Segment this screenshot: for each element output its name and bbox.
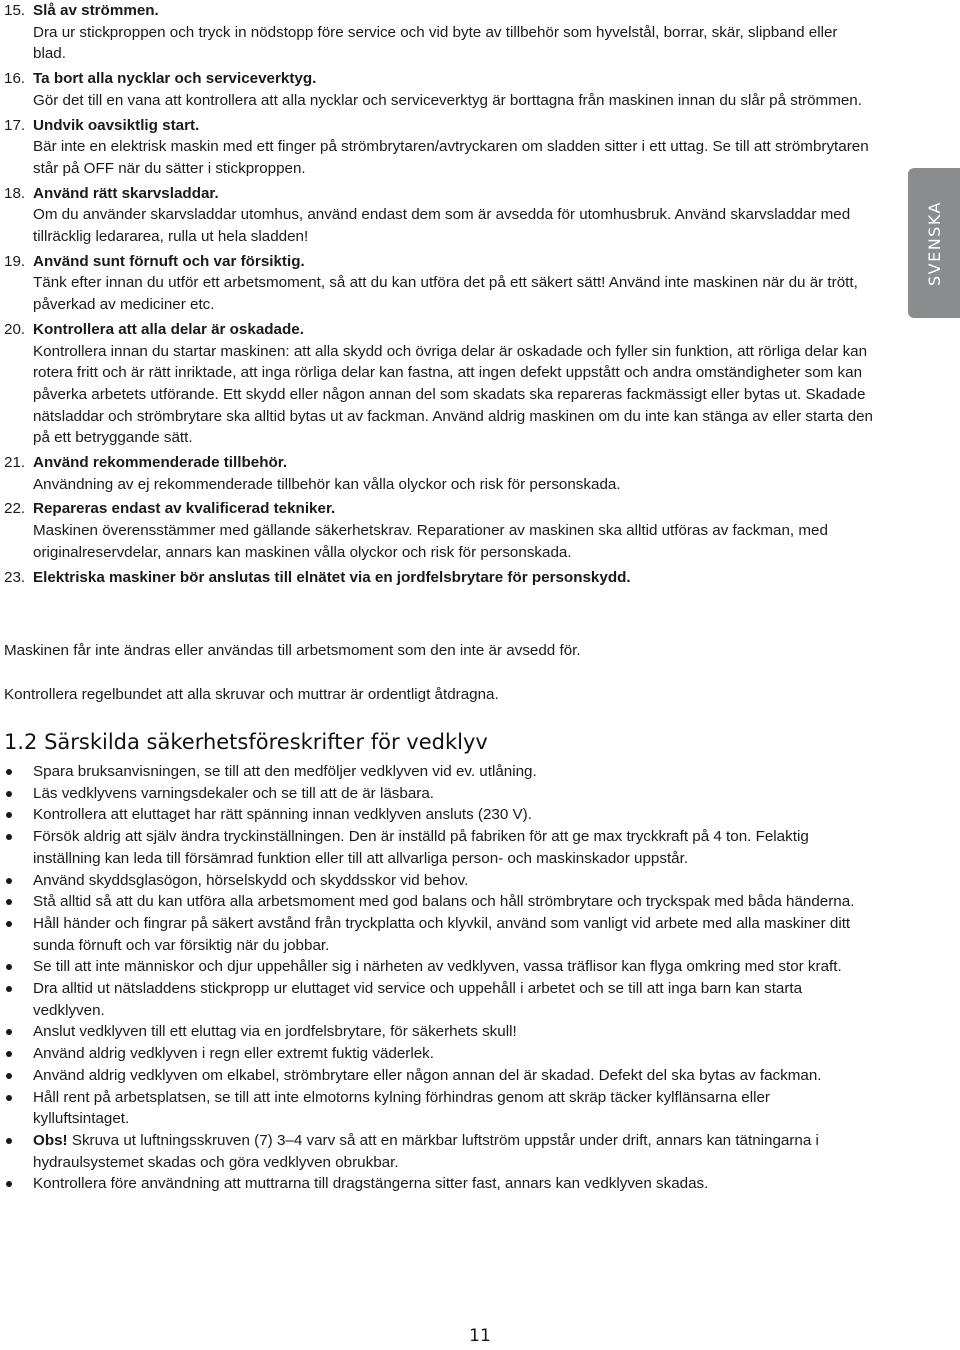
bullet-icon [6, 812, 12, 818]
list-item [4, 1173, 864, 1195]
bullet-icon [6, 791, 12, 797]
list-item [4, 1065, 864, 1087]
bullet-text: Läs vedklyvens varningsdekaler och se till att de är läsbara. [33, 784, 434, 802]
list-item [4, 567, 874, 589]
bullet-icon [6, 1051, 12, 1057]
bullet-text: Spara bruksanvisningen, se till att den medföljer vedklyven vid ev. utlåning. [33, 763, 537, 780]
item-title: Använd sunt förnuft och var försiktig. [33, 252, 305, 270]
item-text: Kontrollera innan du startar maskinen: att alla skydd och övriga delar är oskadade och fyller sin funktion, att rörliga delar kan rotera fritt och är rätt inriktade, att inga rörliga delar kan fastna, att ingen defekt uppstått och andra omständigheter som kan påverka arbetets utförande. Ett skydd eller någon annan del som skadats ska repareras fackmässigt eller bytas ut. Skadade nätsladdar och strömbrytare ska alltid bytas ut av fackman. Använd aldrig maskinen om du inte kan stänga av eller starta den på ett betryggande sätt. [33, 342, 873, 447]
bullet-text: Anslut vedklyven till ett eluttag via en jordfelsbrytare, för säkerhets skull! [33, 1023, 517, 1041]
list-item [4, 978, 864, 1021]
list-item [4, 804, 864, 826]
list-item [4, 1043, 864, 1065]
item-title: Repareras endast av kvalificerad tekniker. [33, 500, 336, 518]
bullet-icon [6, 1181, 12, 1187]
list-item [4, 826, 864, 869]
list-item [4, 783, 864, 805]
list-item [4, 68, 874, 111]
paragraph: Maskinen får inte ändras eller användas till arbetsmoment som den inte är avsedd för. [4, 642, 581, 659]
list-item [4, 913, 864, 956]
item-number: 23. [4, 568, 26, 586]
page-number: 11 [469, 1326, 491, 1346]
item-text: Användning av ej rekommenderade tillbehör kan vålla olyckor och risk för personskada. [33, 475, 621, 493]
bullet-icon [6, 899, 12, 905]
bullet-bold-prefix: Obs! [33, 1131, 68, 1149]
list-item [4, 1021, 864, 1043]
list-item [4, 1087, 864, 1130]
bullet-text: Håll händer och fingrar på säkert avstånd från tryckplatta och klyvkil, använd som vanligt vid arbete med alla maskiner ditt sunda förnuft och var försiktig när du jobbar. [33, 914, 851, 954]
item-number: 19. [4, 252, 26, 270]
item-title: Slå av strömmen. [33, 2, 159, 19]
list-item [4, 183, 874, 248]
language-tab-label: SVENSKA [924, 200, 944, 286]
item-number: 18. [4, 184, 26, 202]
bullet-text: Håll rent på arbetsplatsen, se till att inte elmotorns kylning förhindras genom att skräp täcker kylflänsarna eller kylluftsintaget. [33, 1088, 770, 1128]
list-item [4, 0, 874, 65]
item-title: Kontrollera att alla delar är oskadade. [33, 320, 304, 338]
bullet-text: Använd skyddsglasögon, hörselskydd och skyddsskor vid behov. [33, 871, 469, 889]
bullet-text: Kontrollera före användning att muttrarna till dragstängerna sitter fast, annars kan vedklyven skadas. [33, 1175, 709, 1193]
list-item [4, 761, 864, 783]
bullet-list [4, 761, 864, 1195]
list-item [4, 452, 874, 495]
list-item [4, 498, 874, 563]
item-number: 17. [4, 116, 26, 134]
item-text: Tänk efter innan du utför ett arbetsmoment, så att du kan utföra det på ett säkert sätt! Använd inte maskinen när du är trött, påverkad av mediciner etc. [33, 274, 858, 314]
item-number: 20. [4, 320, 26, 338]
bullet-text: Skruva ut luftningsskruven (7) 3–4 varv så att en märkbar luftström uppstår under drift, annars kan tätningarna i hydraulsystemet skadas och göra vedklyven obrukbar. [33, 1131, 819, 1171]
item-title: Använd rätt skarvsladdar. [33, 184, 219, 202]
item-text: Bär inte en elektrisk maskin med ett finger på strömbrytaren/avtryckaren om sladden sitter i ett uttag. Se till att strömbrytaren står på OFF när du sätter i stickproppen. [33, 138, 869, 177]
language-tab [908, 168, 960, 318]
body-paragraphs [4, 640, 904, 728]
bullet-icon [6, 1095, 12, 1101]
bullet-text: Kontrollera att eluttaget har rätt spänning innan vedklyven ansluts (230 V). [33, 806, 532, 824]
bullet-text: Försök aldrig att själv ändra tryckinställningen. Den är inställd på fabriken för att ge max tryckkraft på 4 ton. Felaktig inställning kan leda till försämrad funktion eller till att allvarliga person- och maskinskador uppstår. [33, 828, 809, 867]
item-text: Gör det till en vana att kontrollera att alla nycklar och serviceverktyg är borttagna från maskinen innan du slår på strömmen. [33, 91, 862, 109]
list-item [4, 870, 864, 892]
bullet-text: Använd aldrig vedklyven om elkabel, strömbrytare eller någon annan del är skadad. Defekt del ska bytas av fackman. [33, 1066, 822, 1084]
item-number: 16. [4, 70, 26, 88]
bullet-icon [6, 878, 12, 884]
bullet-icon [6, 1073, 12, 1079]
list-item [4, 1130, 864, 1173]
item-title: Elektriska maskiner bör anslutas till elnätet via en jordfelsbrytare för personskydd. [33, 568, 631, 586]
bullet-icon [6, 964, 12, 970]
list-item [4, 251, 874, 316]
section-heading: 1.2 Särskilda säkerhetsföreskrifter för vedklyv [4, 730, 488, 754]
item-number: 22. [4, 500, 26, 518]
item-number: 15. [4, 2, 26, 19]
bullet-icon [6, 1138, 12, 1144]
list-item [4, 891, 864, 913]
bullet-icon [6, 921, 12, 927]
list-item [4, 956, 864, 978]
item-number: 21. [4, 454, 26, 472]
paragraph: Kontrollera regelbundet att alla skruvar och muttrar är ordentligt åtdragna. [4, 686, 499, 703]
bullet-icon [6, 986, 12, 992]
bullet-icon [6, 834, 12, 840]
numbered-safety-list [4, 0, 874, 591]
bullet-text: Se till att inte människor och djur uppehåller sig i närheten av vedklyven, vassa träflisor kan flyga omkring med stor kraft. [33, 958, 842, 976]
bullet-icon [6, 769, 12, 775]
bullet-text: Stå alltid så att du kan utföra alla arbetsmoment med god balans och håll strömbrytare och tryckspak med båda händerna. [33, 893, 855, 911]
item-text: Dra ur stickproppen och tryck in nödstopp före service och vid byte av tillbehör som hyvelstål, borrar, skär, slipband eller blad. [33, 23, 838, 63]
bullet-icon [6, 1029, 12, 1035]
item-text: Maskinen överensstämmer med gällande säkerhetskrav. Reparationer av maskinen ska alltid utföras av fackman, med originalreservdelar, annars kan maskinen vålla olyckor och risk för personskada. [33, 522, 828, 561]
list-item [4, 319, 874, 449]
item-title: Undvik oavsiktlig start. [33, 116, 200, 134]
item-text: Om du använder skarvsladdar utomhus, använd endast dem som är avsedda för utomhusbruk. Använd skarvsladdar med tillräcklig ledararea, rulla ut hela sladden! [33, 206, 851, 246]
bullet-text: Dra alltid ut nätsladdens stickpropp ur eluttaget vid service och uppehåll i arbetet och se till att inga barn kan starta vedklyven. [33, 980, 803, 1019]
item-title: Ta bort alla nycklar och serviceverktyg. [33, 70, 317, 88]
item-title: Använd rekommenderade tillbehör. [33, 454, 288, 472]
list-item [4, 115, 874, 180]
bullet-text: Använd aldrig vedklyven i regn eller extremt fuktig väderlek. [33, 1045, 434, 1063]
